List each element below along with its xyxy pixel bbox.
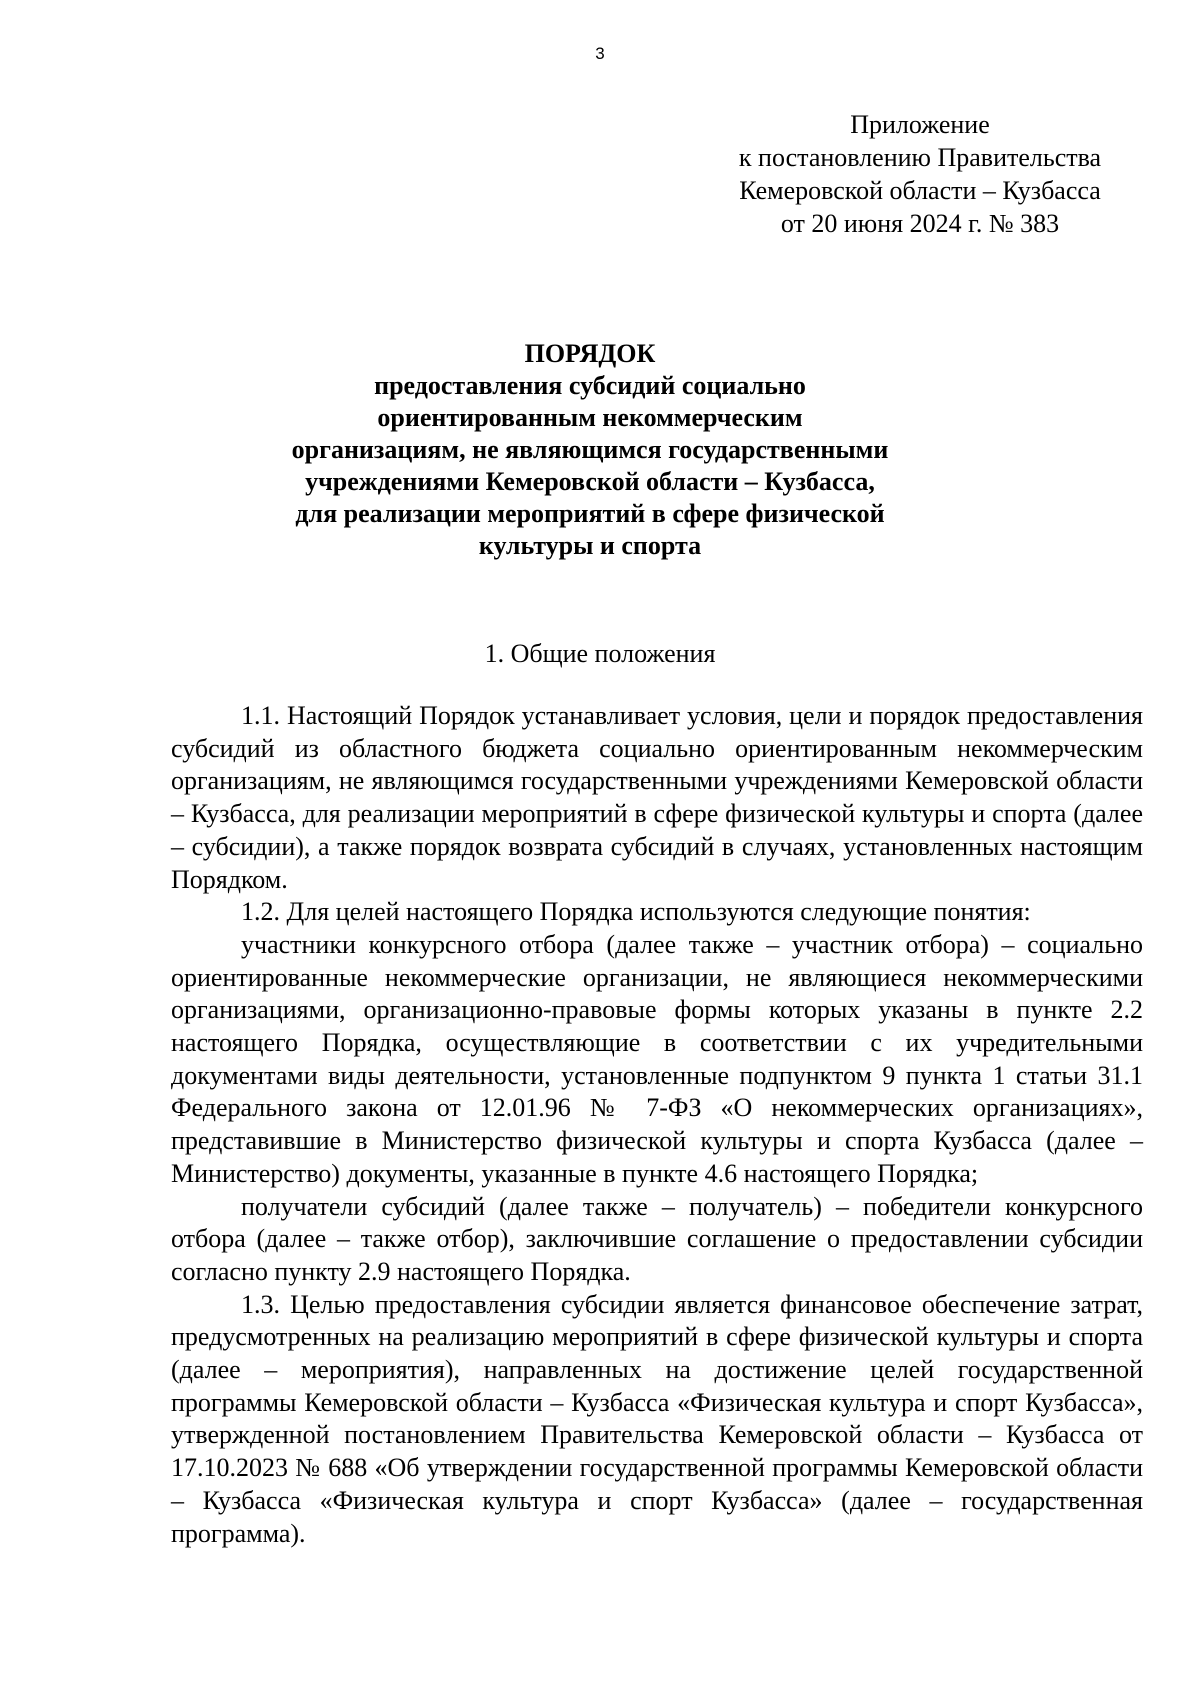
title-line: культуры и спорта <box>478 531 702 560</box>
appendix-date-line: от 20 июня 2024 г. № 383 <box>780 209 1060 238</box>
appendix-line: Приложение <box>850 110 990 139</box>
appendix-block <box>700 108 1140 240</box>
appendix-line: Кемеровской области – Кузбасса <box>739 176 1101 205</box>
paragraph-participants-definition: участники конкурсного отбора (далее также – участник отбора) – социально ориентированные некоммерческие организации, не являющиеся некоммерческими организациями, организационно-правовые формы которых указаны в пункте 2.2 настоящего Порядка, осуществляющие в соответствии с их учредительными документами виды деятельности, установленные подпунктом 9 пункта 1 статьи 31.1 Федерального закона от 12.01.96 № 7-ФЗ «О некоммерческих организациях», представившие в Министерство физической культуры и спорта Кузбасса (далее – Министерство) документы, указанные в пункте 4.6 настоящего Порядка; <box>171 929 1143 1188</box>
title-line: предоставления субсидий социально <box>374 371 806 400</box>
title-line: для реализации мероприятий в сфере физической <box>295 499 885 528</box>
title-line: учреждениями Кемеровской области – Кузбасса, <box>305 467 875 496</box>
body-text <box>171 700 1143 1550</box>
title-line: организациям, не являющимся государственными <box>291 435 889 464</box>
section-heading: 1. Общие положения <box>484 639 716 668</box>
paragraph-1-3: 1.3. Целью предоставления субсидии является финансовое обеспечение затрат, предусмотренных на реализацию мероприятий в сфере физической культуры и спорта (далее – мероприятия), направленных на достижение целей государственной программы Кемеровской области – Кузбасса «Физическая культура и спорт Кузбасса», утвержденной постановлением Правительства Кемеровской области – Кузбасса от 17.10.2023 № 688 «Об утверждении государственной программы Кемеровской области – Кузбасса «Физическая культура и спорт Кузбасса» (далее – государственная программа). <box>171 1289 1143 1548</box>
document-title <box>240 338 940 562</box>
appendix-line: к постановлению Правительства <box>738 143 1102 172</box>
paragraph-recipients-definition: получатели субсидий (далее также – получатель) – победители конкурсного отбора (далее – также отбор), заключившие соглашение о предоставлении субсидии согласно пункту 2.9 настоящего Порядка. <box>171 1191 1143 1286</box>
title-line: ориентированным некоммерческим <box>377 403 803 432</box>
paragraph-1-2: 1.2. Для целей настоящего Порядка используются следующие понятия: <box>241 897 1031 927</box>
paragraph-1-1: 1.1. Настоящий Порядок устанавливает условия, цели и порядок предоставления субсидий из областного бюджета социально ориентированным некоммерческим организациям, не являющимся государственными учреждениями Кемеровской области – Кузбасса, для реализации мероприятий в сфере физической культуры и спорта (далее – субсидии), а также порядок возврата субсидий в случаях, установленных настоящим Порядком. <box>171 701 1143 894</box>
title-heading: ПОРЯДОК <box>524 339 656 368</box>
page-number: 3 <box>595 44 605 63</box>
